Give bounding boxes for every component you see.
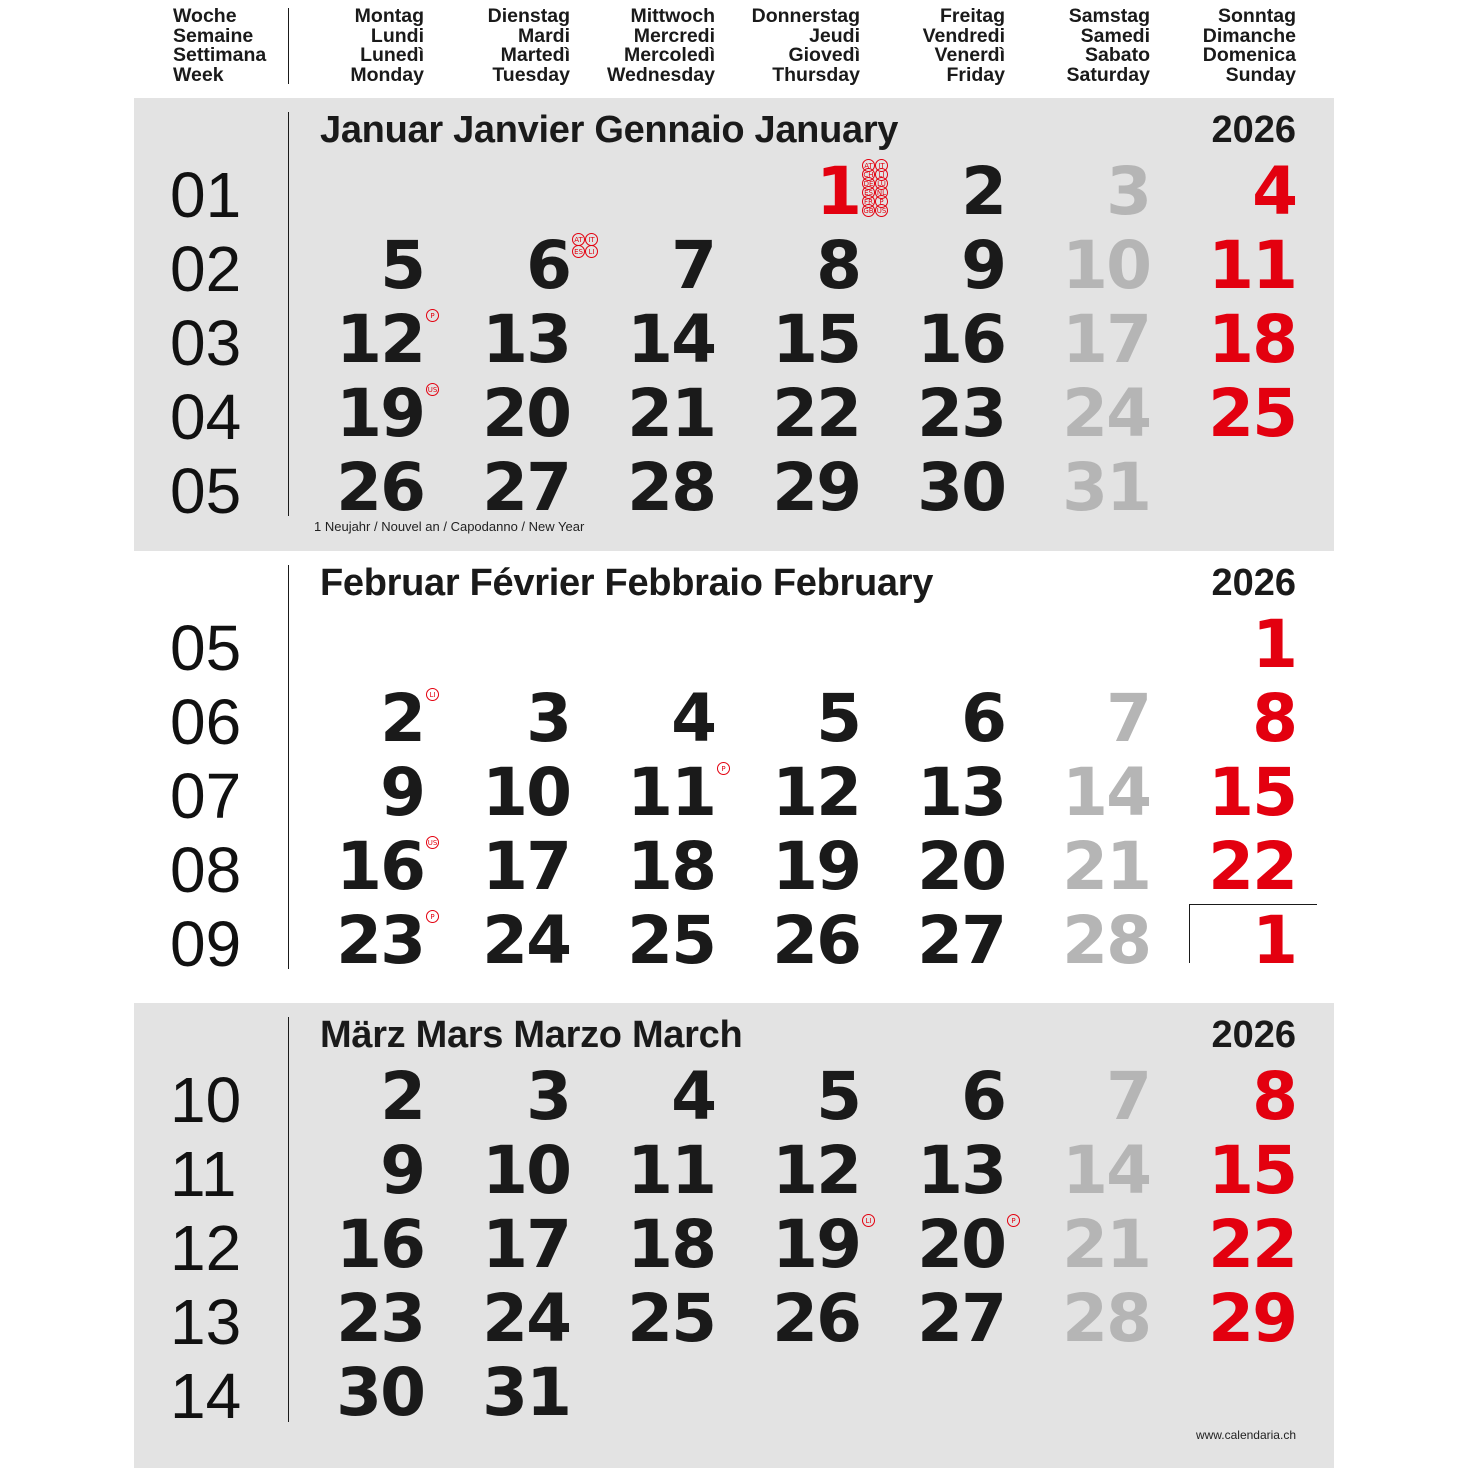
weekday-label: Samstag xyxy=(1068,5,1150,27)
weekday-label: Lunedì xyxy=(360,44,424,66)
holiday-country-marker: AT xyxy=(572,233,585,246)
calendar-day: 3 xyxy=(526,1058,570,1135)
calendar-day: 6 xyxy=(961,680,1005,757)
calendar-day: 10 xyxy=(1062,227,1150,304)
week-label: Settimana xyxy=(173,44,267,66)
calendar-day: 21 xyxy=(1062,1206,1150,1283)
holiday-country-marker: ES xyxy=(572,245,585,258)
week-number: 07 xyxy=(170,760,242,832)
weekday-label: Friday xyxy=(946,63,1005,86)
holiday-country-marker: LI xyxy=(585,245,598,258)
week-number: 06 xyxy=(170,686,242,758)
week-label: Semaine xyxy=(173,24,254,47)
weekday-header xyxy=(254,7,424,85)
month-year: 2026 xyxy=(1211,562,1296,604)
week-number: 08 xyxy=(170,834,242,906)
weekday-label: Freitag xyxy=(939,5,1005,27)
calendar-day: 5 xyxy=(816,1058,860,1135)
calendar-day: 18 xyxy=(627,828,715,905)
calendar-day: 14 xyxy=(1062,754,1150,831)
calendar-day: 7 xyxy=(1106,680,1150,757)
month-block xyxy=(134,1003,1334,1468)
week-number: 03 xyxy=(170,307,242,379)
calendar-day: 11 xyxy=(1208,227,1296,304)
weekday-label: Mardi xyxy=(517,24,570,47)
holiday-country-marker: AT xyxy=(862,159,875,172)
calendar-day: 17 xyxy=(482,828,570,905)
weekday-label: Lundi xyxy=(370,24,424,47)
calendar-day: 23 xyxy=(336,1280,424,1357)
calendar-day: 15 xyxy=(1208,754,1296,831)
holiday-country-marker: P xyxy=(426,910,439,923)
calendar-day: 15 xyxy=(1208,1132,1296,1209)
holiday-country-marker: P xyxy=(717,762,730,775)
calendar-day: 29 xyxy=(1208,1280,1296,1357)
week-number: 05 xyxy=(170,455,242,527)
month-year: 2026 xyxy=(1211,1014,1296,1056)
holiday-country-marker: ES xyxy=(862,186,875,199)
calendar-day: 20 xyxy=(917,828,1005,905)
month-title: März Mars Marzo March xyxy=(320,1014,743,1056)
calendar-day: 30 xyxy=(917,449,1005,526)
calendar-day: 8 xyxy=(1252,680,1296,757)
holiday-country-marker: US xyxy=(875,204,888,217)
calendar-day: 9 xyxy=(961,227,1005,304)
weekday-label: Donnerstag xyxy=(751,5,860,27)
holiday-country-marker: DE xyxy=(862,177,875,190)
calendar-day: 6 xyxy=(526,227,570,304)
month-title: Februar Février Febbraio February xyxy=(320,562,934,604)
calendar-day: 3 xyxy=(526,680,570,757)
weekday-label: Thursday xyxy=(772,63,860,86)
calendar-day: 29 xyxy=(772,449,860,526)
calendar-day: 17 xyxy=(1062,301,1150,378)
calendar-day: 2 xyxy=(961,153,1005,230)
calendar-day: 28 xyxy=(627,449,715,526)
month-block xyxy=(134,551,1334,1003)
calendar-day: 31 xyxy=(1062,449,1150,526)
month-block xyxy=(134,98,1334,551)
calendar-day: 12 xyxy=(336,301,424,378)
weekday-label: Samedi xyxy=(1080,24,1150,47)
calendar-day: 19 xyxy=(336,375,424,452)
calendar-day: 16 xyxy=(336,828,424,905)
weekday-label: Domenica xyxy=(1202,44,1296,66)
weekday-label: Mittwoch xyxy=(630,5,715,27)
calendar-day: 15 xyxy=(772,301,860,378)
weekday-label: Sunday xyxy=(1225,63,1296,86)
calendar-day: 11 xyxy=(627,1132,715,1209)
holiday-country-marker: LI xyxy=(862,1214,875,1227)
calendar-day: 25 xyxy=(627,1280,715,1357)
calendar-day: 9 xyxy=(380,1132,424,1209)
week-number: 04 xyxy=(170,381,242,453)
weekday-label: Sabato xyxy=(1084,44,1150,66)
calendar-day: 27 xyxy=(917,902,1005,979)
weekday-label: Venerdì xyxy=(934,44,1005,66)
weekday-header xyxy=(980,7,1150,85)
calendar-day: 2 xyxy=(380,1058,424,1135)
calendar-day: 4 xyxy=(671,680,715,757)
weekday-label: Mercoledì xyxy=(623,44,715,66)
week-number: 01 xyxy=(170,159,242,231)
calendar-day: 16 xyxy=(917,301,1005,378)
weekday-label: Wednesday xyxy=(606,63,715,86)
calendar-day: 24 xyxy=(482,1280,570,1357)
calendar-day: 19 xyxy=(772,1206,860,1283)
holiday-country-marker: P xyxy=(1007,1214,1020,1227)
holiday-country-marker: CH xyxy=(862,168,875,181)
weekday-label: Sonntag xyxy=(1218,5,1296,27)
calendar-day: 5 xyxy=(380,227,424,304)
calendar-day: 22 xyxy=(1208,828,1296,905)
calendar-day: 22 xyxy=(772,375,860,452)
week-number: 09 xyxy=(170,908,242,980)
calendar-day: 25 xyxy=(627,902,715,979)
calendar-header xyxy=(0,0,1468,92)
weekday-label: Mercredi xyxy=(633,24,715,47)
calendar-day: 18 xyxy=(1208,301,1296,378)
calendar-day: 21 xyxy=(627,375,715,452)
calendar-day: 30 xyxy=(336,1354,424,1431)
holiday-footnote: 1 Neujahr / Nouvel an / Capodanno / New Year xyxy=(314,519,585,534)
holiday-country-marker: NL xyxy=(875,186,888,199)
calendar-day: 4 xyxy=(1252,153,1296,230)
week-label: Woche xyxy=(173,5,237,27)
weekday-label: Dienstag xyxy=(487,5,570,27)
weekday-header xyxy=(1126,7,1296,85)
holiday-country-marker: LI xyxy=(426,688,439,701)
calendar-day: 1 xyxy=(816,153,860,230)
next-month-day: 1 xyxy=(1252,902,1296,979)
publisher-credit[interactable]: www.calendaria.ch xyxy=(1195,1428,1296,1442)
week-number: 12 xyxy=(170,1212,242,1284)
holiday-country-marker: FR xyxy=(862,195,875,208)
calendar-day: 10 xyxy=(482,1132,570,1209)
calendar-day: 7 xyxy=(1106,1058,1150,1135)
week-label: Week xyxy=(173,63,224,86)
weekday-label: Vendredi xyxy=(922,24,1005,47)
calendar-day: 28 xyxy=(1062,1280,1150,1357)
calendar-day: 17 xyxy=(482,1206,570,1283)
holiday-country-marker: IT xyxy=(585,233,598,246)
holiday-country-marker: P xyxy=(875,195,888,208)
calendar-day: 27 xyxy=(917,1280,1005,1357)
month-year: 2026 xyxy=(1211,109,1296,151)
week-number: 11 xyxy=(170,1138,237,1210)
weekday-label: Martedì xyxy=(500,44,570,66)
calendar-day: 1 xyxy=(1252,606,1296,683)
calendar-day: 12 xyxy=(772,1132,860,1209)
calendar-day: 24 xyxy=(1062,375,1150,452)
calendar-day: 25 xyxy=(1208,375,1296,452)
calendar-day: 5 xyxy=(816,680,860,757)
calendar-day: 10 xyxy=(482,754,570,831)
weekday-label: Saturday xyxy=(1066,63,1150,86)
calendar-day: 13 xyxy=(917,1132,1005,1209)
calendar-day: 6 xyxy=(961,1058,1005,1135)
holiday-country-marker: LI xyxy=(875,168,888,181)
calendar-day: 19 xyxy=(772,828,860,905)
calendar-day: 14 xyxy=(627,301,715,378)
calendar-day: 24 xyxy=(482,902,570,979)
calendar-day: 11 xyxy=(627,754,715,831)
calendar-day: 23 xyxy=(336,902,424,979)
calendar-day: 13 xyxy=(482,301,570,378)
calendar-day: 16 xyxy=(336,1206,424,1283)
calendar-day: 20 xyxy=(482,375,570,452)
weekday-label: Montag xyxy=(354,5,424,27)
weekday-label: Monday xyxy=(350,63,424,86)
holiday-country-marker: LU xyxy=(875,177,888,190)
holiday-country-marker: US xyxy=(426,836,439,849)
calendar-day: 3 xyxy=(1106,153,1150,230)
weekday-label: Jeudi xyxy=(809,24,860,47)
calendar-day: 12 xyxy=(772,754,860,831)
calendar-day: 9 xyxy=(380,754,424,831)
calendar-day: 26 xyxy=(772,1280,860,1357)
weekday-label: Dimanche xyxy=(1202,24,1296,47)
calendar-day: 8 xyxy=(1252,1058,1296,1135)
calendar-day: 4 xyxy=(671,1058,715,1135)
calendar-day: 22 xyxy=(1208,1206,1296,1283)
month-title: Januar Janvier Gennaio January xyxy=(320,109,899,151)
calendar-day: 14 xyxy=(1062,1132,1150,1209)
calendar-day: 7 xyxy=(671,227,715,304)
calendar-day: 26 xyxy=(772,902,860,979)
calendar-day: 18 xyxy=(627,1206,715,1283)
calendar-day: 23 xyxy=(917,375,1005,452)
holiday-country-marker: US xyxy=(426,383,439,396)
week-number: 13 xyxy=(170,1286,242,1358)
week-number: 14 xyxy=(170,1360,242,1432)
calendar-day: 21 xyxy=(1062,828,1150,905)
calendar-day: 2 xyxy=(380,680,424,757)
week-number: 02 xyxy=(170,233,242,305)
holiday-country-marker: P xyxy=(426,309,439,322)
weekday-label: Tuesday xyxy=(492,63,570,86)
calendar-day: 31 xyxy=(482,1354,570,1431)
next-month-marker xyxy=(1189,904,1317,963)
week-number: 10 xyxy=(170,1064,242,1136)
calendar-day: 20 xyxy=(917,1206,1005,1283)
calendar-day: 27 xyxy=(482,449,570,526)
weekday-label: Giovedì xyxy=(788,44,860,66)
holiday-country-marker: IT xyxy=(875,159,888,172)
calendar-day: 13 xyxy=(917,754,1005,831)
calendar-day: 8 xyxy=(816,227,860,304)
calendar-day: 26 xyxy=(336,449,424,526)
calendar-day: 28 xyxy=(1062,902,1150,979)
holiday-country-marker: GB xyxy=(862,204,875,217)
week-number: 05 xyxy=(170,612,242,684)
